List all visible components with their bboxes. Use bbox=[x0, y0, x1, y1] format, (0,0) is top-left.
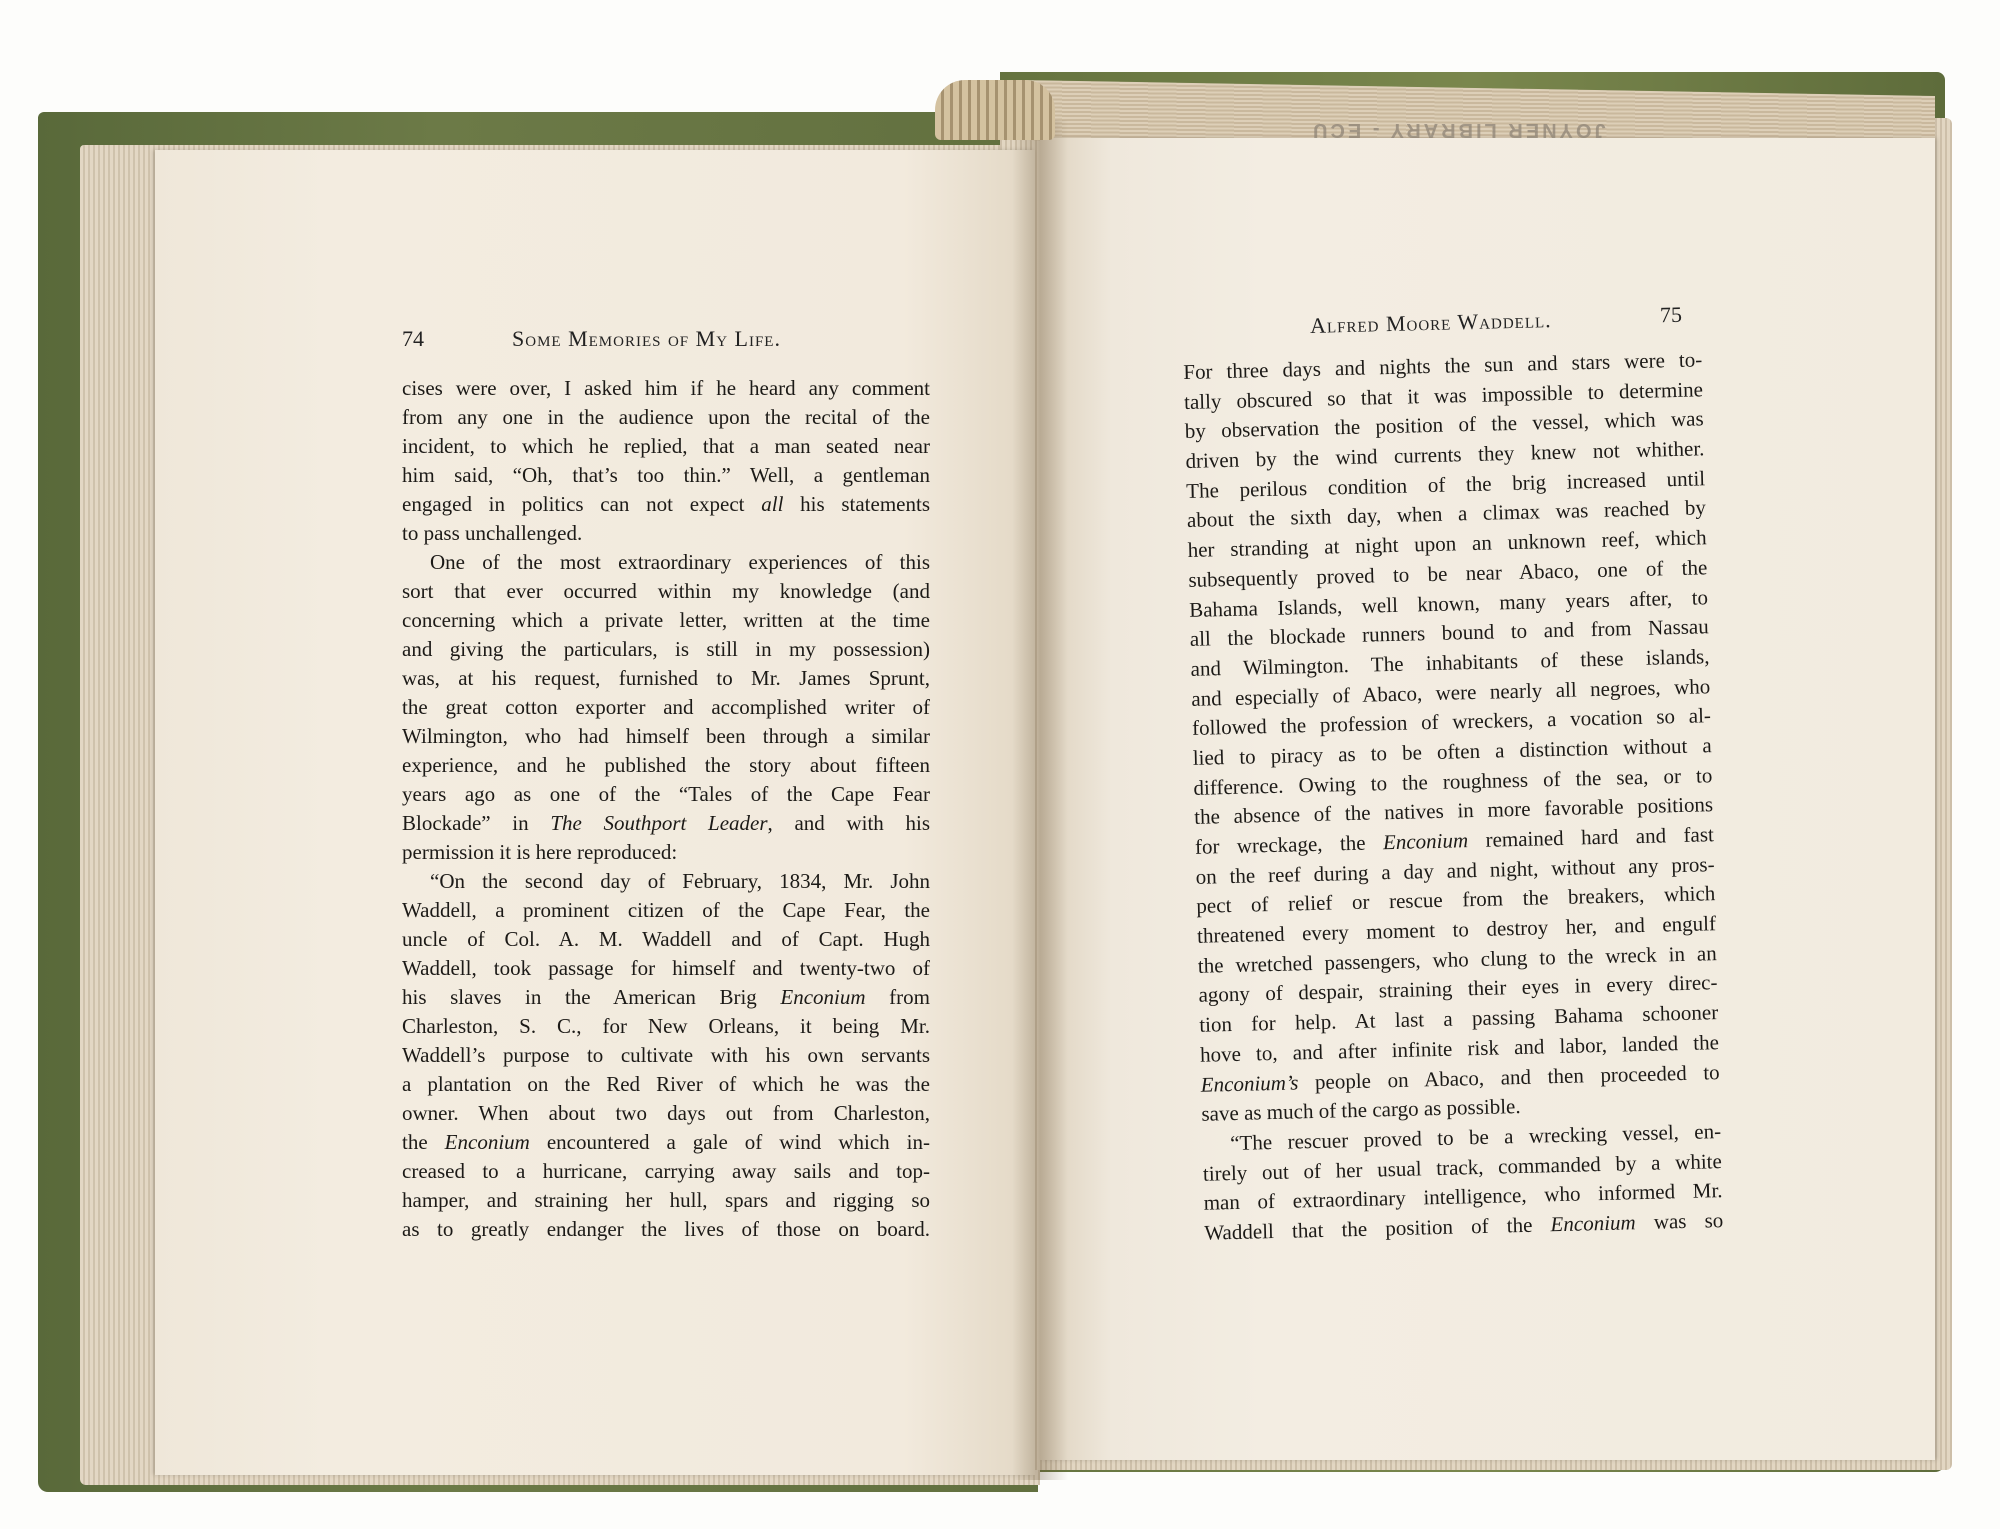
right-text-line: lied to piracy as to be often a distinction without a bbox=[1192, 733, 1712, 770]
left-text-line: incident, to which he replied, that a man seated near bbox=[402, 434, 930, 458]
left-text-line: the Enconium encountered a gale of wind which in- bbox=[402, 1130, 930, 1154]
right-page-number: 75 bbox=[1659, 301, 1683, 328]
left-text-line: cises were over, I asked him if he heard any comment bbox=[402, 376, 930, 400]
left-text-line: “On the second day of February, 1834, Mr. John bbox=[430, 869, 930, 893]
right-text-line: the absence of the natives in more favorable positions bbox=[1193, 792, 1714, 830]
right-text-line: pect of relief or rescue from the breakers, which bbox=[1196, 881, 1716, 919]
left-text-line: the great cotton exporter and accomplished writer of bbox=[402, 695, 930, 719]
left-text-line: owner. When about two days out from Charleston, bbox=[402, 1101, 930, 1125]
book-gutter bbox=[1012, 120, 1068, 1480]
right-text-line: tirely out of her usual track, commanded by a white bbox=[1202, 1148, 1723, 1186]
left-text-line: Wilmington, who had himself been through a similar bbox=[402, 724, 930, 748]
right-text-line: the wretched passengers, who clung to the wreck in an bbox=[1197, 940, 1717, 978]
right-running-head: Alfred Moore Waddell. bbox=[1309, 307, 1552, 338]
right-text-line: her stranding at night upon an unknown reef, which bbox=[1187, 525, 1707, 563]
right-text-line: threatened every moment to destroy her, and engulf bbox=[1196, 911, 1717, 948]
left-text-line: years ago as one of the “Tales of the Cape Fear bbox=[402, 782, 930, 806]
left-text-line: Waddell’s purpose to cultivate with his own servants bbox=[402, 1043, 930, 1067]
right-text-line: save as much of the cargo as possible. bbox=[1201, 1094, 1521, 1126]
left-text-line: experience, and he published the story about fifteen bbox=[402, 753, 930, 777]
left-text-line: Blockade” in The Southport Leader, and with his bbox=[402, 811, 930, 835]
right-text-line: about the sixth day, when a climax was reached by bbox=[1186, 495, 1707, 533]
left-text-line: Waddell, a prominent citizen of the Cape Fear, the bbox=[402, 898, 930, 922]
right-text-line: For three days and nights the sun and stars were to- bbox=[1183, 347, 1703, 384]
right-text-line: by observation the position of the vessel, which was bbox=[1184, 406, 1704, 444]
left-text-line: him said, “Oh, that’s too thin.” Well, a gentleman bbox=[402, 463, 930, 487]
right-text-line: all the blockade runners bound to and from Nassau bbox=[1189, 614, 1710, 652]
right-text-line: tion for help. At last a passing Bahama schooner bbox=[1199, 1000, 1719, 1037]
right-text-line: hove to, and after infinite risk and labor, landed the bbox=[1199, 1029, 1720, 1067]
library-stamp: JOYNER LIBRARY - ECU bbox=[1310, 119, 1606, 141]
right-text-line: Enconium’s people on Abaco, and then proceeded to bbox=[1200, 1059, 1720, 1097]
right-text-line: tally obscured so that it was impossible to determine bbox=[1183, 376, 1704, 414]
right-text-line: man of extraordinary intelligence, who informed Mr. bbox=[1203, 1178, 1723, 1215]
left-running-head: Some Memories of My Life. bbox=[512, 326, 781, 351]
right-text-line: The perilous condition of the brig increased until bbox=[1185, 466, 1706, 503]
left-page-text bbox=[402, 374, 930, 1244]
right-text-line: followed the profession of wreckers, a vocation so al- bbox=[1191, 703, 1712, 741]
right-page-text bbox=[1183, 345, 1724, 1248]
left-text-line: and giving the particulars, is still in my possession) bbox=[402, 637, 930, 661]
right-text-line: agony of despair, straining their eyes in every direc- bbox=[1198, 970, 1718, 1008]
left-text-line: concerning which a private letter, written at the time bbox=[402, 608, 930, 632]
left-text-line: his slaves in the American Brig Enconium from bbox=[402, 985, 930, 1009]
left-text-line: was, at his request, furnished to Mr. James Sprunt, bbox=[402, 666, 930, 690]
right-text-line: for wreckage, the Enconium remained hard and fast bbox=[1194, 822, 1715, 859]
right-text-line: driven by the wind currents they knew not whither. bbox=[1185, 436, 1705, 474]
left-text-line: hamper, and straining her hull, spars and rigging so bbox=[402, 1188, 930, 1212]
right-text-line: subsequently proved to be near Abaco, one of the bbox=[1188, 555, 1708, 592]
left-text-line: to pass unchallenged. bbox=[402, 521, 583, 545]
left-text-line: creased to a hurricane, carrying away sails and top- bbox=[402, 1159, 930, 1183]
left-text-line: uncle of Col. A. M. Waddell and of Capt. Hugh bbox=[402, 927, 930, 951]
right-text-line: and Wilmington. The inhabitants of these islands, bbox=[1190, 644, 1710, 681]
right-text-line: and especially of Abaco, were nearly all negroes, who bbox=[1191, 673, 1711, 711]
left-text-line: One of the most extraordinary experiences of this bbox=[430, 550, 930, 574]
right-text-line: “The rescuer proved to be a wrecking vessel, en- bbox=[1229, 1118, 1722, 1155]
left-text-line: Waddell, took passage for himself and twenty-two of bbox=[402, 956, 930, 980]
left-text-line: sort that ever occurred within my knowledge (and bbox=[402, 579, 930, 603]
right-text-line: Bahama Islands, well known, many years after, to bbox=[1188, 584, 1709, 622]
right-text-line: difference. Owing to the roughness of the sea, or to bbox=[1193, 762, 1713, 800]
left-text-line: Charleston, S. C., for New Orleans, it being Mr. bbox=[402, 1014, 930, 1038]
left-text-line: engaged in politics can not expect all his statements bbox=[402, 492, 930, 516]
left-text-line: as to greatly endanger the lives of those on board. bbox=[402, 1217, 930, 1241]
right-text-line: on the reef during a day and night, without any pros- bbox=[1195, 851, 1715, 889]
right-text-line: Waddell that the position of the Enconium was so bbox=[1204, 1207, 1724, 1245]
left-text-line: from any one in the audience upon the recital of the bbox=[402, 405, 930, 429]
left-text-line: a plantation on the Red River of which he was the bbox=[402, 1072, 930, 1096]
spine-headband bbox=[935, 80, 1055, 140]
left-page-number: 74 bbox=[402, 326, 424, 351]
left-text-line: permission it is here reproduced: bbox=[402, 840, 678, 864]
